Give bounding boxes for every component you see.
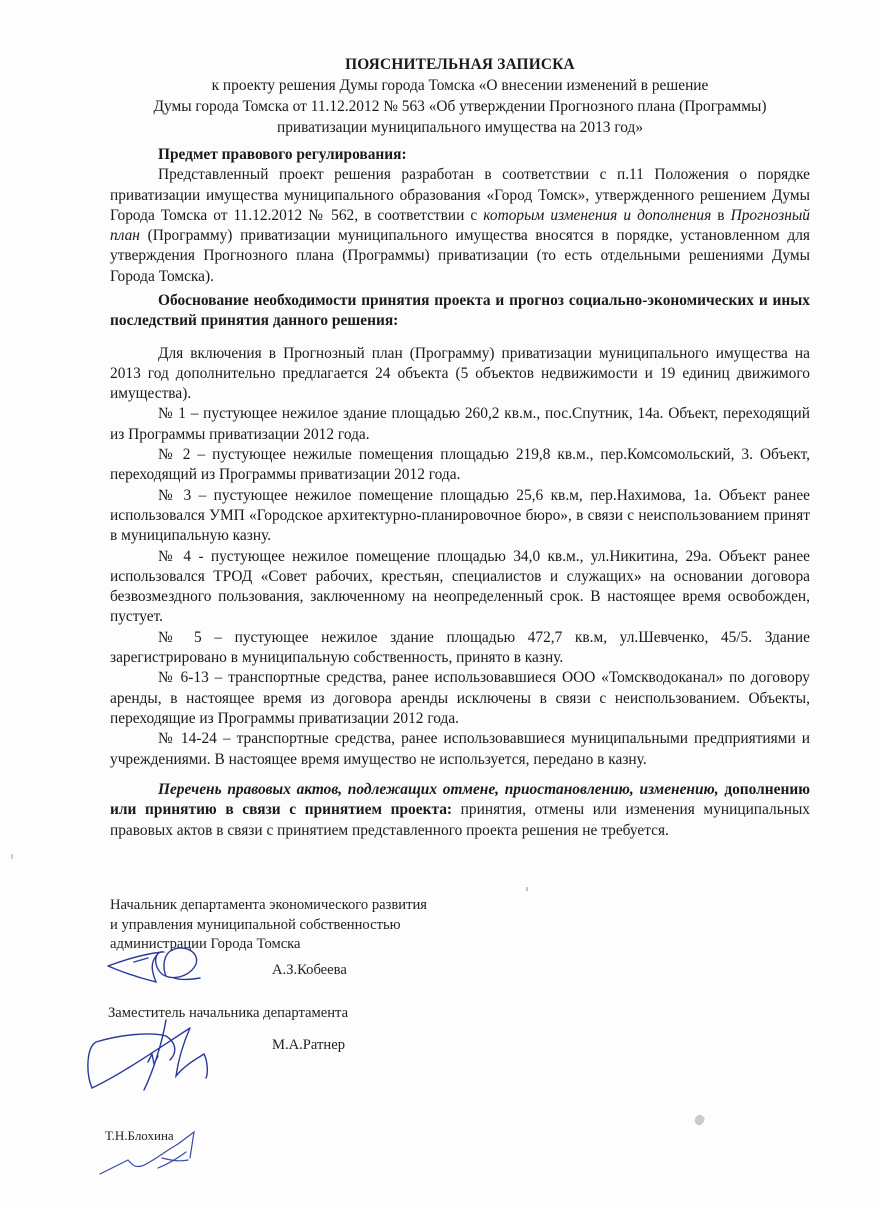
text: Представленный проект решения разработан в соответствии с п.11 Положения о порядке приватизации имущества муниципального образования «Город Томск», утвержденного решением Думы Города Томска от 11.12.2012 № 562, в соответствии с (110, 166, 810, 224)
signer-position-line: администрации Города Томска (110, 936, 301, 952)
handwritten-signature-icon (104, 942, 214, 986)
signer-position: Заместитель начальника департамента (108, 1005, 349, 1021)
signer-name: А.З.Кобеева (272, 962, 347, 978)
list-item (110, 729, 810, 770)
item-number: № 1 (158, 405, 187, 423)
scan-artifact (526, 887, 528, 891)
item-number: № 2 (158, 446, 191, 464)
text-italic: Прогнозный план (110, 206, 810, 245)
text: (Программу) приватизации муниципального имущества вносятся в порядке, установленном для утверждения Прогнозного плана (Программы) приватизации (то есть отдельными решениями Думы Города Томска). (110, 227, 810, 285)
list-item (110, 404, 810, 445)
list-item (110, 445, 810, 486)
item-number: № 6-13 (158, 669, 209, 687)
text: в (711, 206, 731, 224)
section-heading-italic: Перечень правовых актов, подлежащих отмене, приостановлению, изменению, (158, 781, 719, 798)
document-header (100, 54, 820, 138)
item-number: № 3 (158, 486, 192, 504)
item-number: № 5 (158, 628, 202, 646)
handwritten-signature-icon (82, 1014, 232, 1094)
section-legal-subject (110, 145, 810, 287)
subtitle-line-1: к проекту решения Думы города Томска «О внесении изменений в решение (211, 77, 709, 94)
signer-name: М.А.Ратнер (272, 1037, 345, 1053)
handwritten-initials-icon (98, 1130, 208, 1180)
signer-position-line: и управления муниципальной собственностью (110, 916, 401, 933)
subtitle-line-2: Думы города Томска от 11.12.2012 № 563 «Об утверждении Прогнозного плана (Программы) (153, 98, 767, 115)
section-heading: Обоснование необходимости принятия проекта и прогноз социально-экономических и иных последствий принятия данного решения: (110, 292, 810, 330)
item-text: – пустующее нежилое здание площадью 260,2 кв.м., пос.Спутник, 14а. Объект, переходящий из Программы приватизации 2012 года. (110, 405, 811, 443)
item-text: – транспортные средства, ранее использовавшиеся ООО «Томскводоканал» по договору аренды, в настоящее время из договора аренды исключены в связи с неиспользованием. Объекты, переходящие из Программы приватизации 2012 года. (110, 669, 811, 727)
item-text: – транспортные средства, ранее использовавшиеся муниципальными предприятиями и учреждениями. В настоящее время имущество не используется, передано в казну. (110, 730, 810, 768)
document-title: ПОЯСНИТЕЛЬНАЯ ЗАПИСКА (345, 56, 575, 73)
intro-paragraph: Для включения в Прогнозный план (Программу) приватизации муниципального имущества на 2013 год дополнительно предлагается 24 объекта (5 объектов недвижимости и 19 единиц движимого имущества). (110, 344, 810, 403)
section-heading: дополнению или принятию в связи с принятием проекта: (110, 781, 810, 819)
scan-artifact (693, 1113, 706, 1126)
item-text: – пустующее нежилые помещения площадью 219,8 кв.м., пер.Комсомольский, 3. Объект, переходящий из Программы приватизации 2012 года. (110, 446, 810, 484)
list-item (110, 547, 810, 628)
paragraph (110, 780, 810, 841)
list-item (110, 628, 810, 669)
subtitle-line-3: приватизации муниципального имущества на 2013 год» (276, 119, 644, 136)
item-text: - пустующее нежилое помещение площадью 34,0 кв.м., ул.Никитина, 29а. Объект ранее использовался ТРОД «Совет рабочих, крестьян, специалистов и служащих» на основании договора безвозмездного пользования, заключенному на неопределенный срок. В настоящее время освобожден, пустует. (110, 547, 811, 626)
list-item (110, 668, 810, 729)
section-heading: Предмет правового регулирования: (158, 146, 407, 163)
text: принятия, отмены или изменения муниципальных правовых актов в связи с принятием представленного проекта решения не требуется. (110, 801, 810, 839)
paragraph (110, 165, 810, 287)
scan-artifact (11, 854, 13, 859)
executor-name: Т.Н.Блохина (105, 1128, 174, 1143)
text-italic: которым изменения и дополнения (483, 206, 712, 224)
item-text: – пустующее нежилое здание площадью 472,7 кв.м, ул.Шевченко, 45/5. Здание зарегистрировано в муниципальную собственность, принято в казну. (110, 628, 810, 667)
section-legal-acts (110, 780, 810, 841)
item-text: – пустующее нежилое помещение площадью 25,6 кв.м, пер.Нахимова, 1а. Объект ранее использовался УМП «Городское архитектурно-планировочное бюро», в связи с неиспользованием принят в муниципальную казну. (110, 486, 811, 545)
item-number: № 4 (158, 547, 192, 565)
signer-position-line: Начальник департамента экономического развития (110, 897, 427, 913)
list-item (110, 486, 810, 547)
section-justification (110, 291, 810, 770)
item-number: № 14-24 (158, 730, 217, 748)
